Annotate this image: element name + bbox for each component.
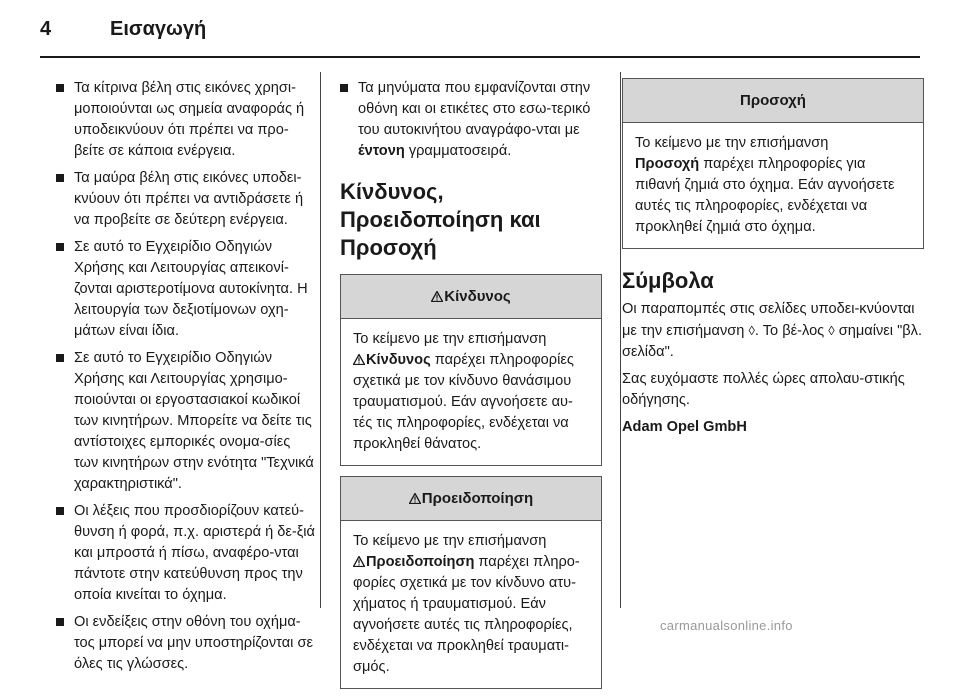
bullet-item: Σε αυτό το Εγχειρίδιο Οδηγιών Χρήσης και Λειτουργίας χρησιμο-ποιούνται οι εργοστασιακοί κωδικοί των κινητήρων. Μπορείτε να δείτε τις αντίστοιχες εμπορικές ονομα-σίες των κινητήρων στην ενότητα "Τεχνικά χαρακτηριστικά". — [56, 348, 318, 495]
page-reference-icon: ◊ — [828, 323, 835, 338]
middle-column — [340, 78, 602, 699]
warning-box-title: Προειδοποίηση — [421, 490, 534, 507]
danger-box-title: Κίνδυνος — [444, 288, 511, 305]
bullet-item: Τα κίτρινα βέλη στις εικόνες χρησι-μοποιούνται ως σημεία αναφοράς ή υποδεικνύουν ότι πρέπει να προ-βείτε σε κάποια ενέργεια. — [56, 78, 318, 162]
bullet-item: Οι ενδείξεις στην οθόνη του οχήμα-τος μπορεί να μην υποστηρίζονται σε όλες τις γλώσσες. — [56, 612, 318, 675]
caution-box-header — [623, 79, 923, 123]
warning-box-intro: Το κείμενο με την επισήμανση — [353, 533, 547, 549]
bullet-item: Σε αυτό το Εγχειρίδιο Οδηγιών Χρήσης και Λειτουργίας απεικονί-ζονται αριστεροτίμονα αυτοκίνητα. Η λειτουργία των δεξιοτίμονων οχη-μάτων είναι ίδια. — [56, 237, 318, 342]
warning-triangle-icon — [409, 493, 421, 504]
header-rule — [40, 56, 920, 58]
bullet-item — [340, 78, 602, 162]
bullet-item: Τα μαύρα βέλη στις εικόνες υποδει-κνύουν ότι πρέπει να αντιδράσετε ή να προβείτε σε δεύτερη ενέργεια. — [56, 168, 318, 231]
symbols-text: Οι παραπομπές στις σελίδες υποδει-κνύονται με την επισήμανση — [622, 301, 915, 339]
warning-box-body — [341, 521, 601, 688]
page-number: 4 — [40, 18, 52, 40]
caution-box-body — [623, 123, 923, 248]
closing-paragraph: Σας ευχόμαστε πολλές ώρες απολαυ-στικής οδήγησης. — [622, 371, 905, 408]
danger-box-header — [341, 275, 601, 319]
warning-description: παρέχει πληρο-φορίες σχετικά με τον κίνδυνο ατυ-χήματος ή τραυματισμού. Εάν αγνοήσετε αυτές τις πληροφορίες, ενδέχεται να προκληθεί τραυματι-σμός. — [353, 554, 580, 675]
caution-box-intro: Το κείμενο με την επισήμανση — [635, 135, 829, 151]
bullet-text: γραμματοσειρά. — [404, 143, 512, 159]
warning-box-header — [341, 477, 601, 521]
danger-box-text — [353, 350, 591, 455]
danger-box-body — [341, 319, 601, 465]
warning-triangle-icon — [353, 556, 365, 567]
bullet-text: Τα μηνύματα που εμφανίζονται στην οθόνη και οι ετικέτες στο εσω-τερικό του αυτοκινήτου αναγράφο-νται με — [358, 80, 591, 138]
symbols-text: σημαίνει "βλ. σελίδα". — [622, 323, 923, 360]
warning-box — [340, 476, 602, 689]
bold-term: έντονη — [358, 143, 405, 159]
column-divider-left — [320, 72, 321, 608]
bullet-item: Οι λέξεις που προσδιορίζουν κατεύ-θυνση ή φορά, π.χ. αριστερά ή δε-ξιά και μπροστά ή πίσω, αναφέρο-νται πάντοτε στην κατεύθυνση προς την οποία κινείται το όχημα. — [56, 501, 318, 606]
symbols-text: . Το βέ-λος — [754, 323, 829, 339]
warning-triangle-icon — [431, 291, 443, 302]
signature: Adam Opel GmbH — [622, 419, 747, 435]
caution-box-text — [635, 154, 913, 238]
symbols-title: Σύμβολα — [622, 268, 714, 293]
caution-box-title: Προσοχή — [740, 92, 806, 109]
watermark: carmanualsonline.info — [660, 618, 793, 633]
caution-label: Προσοχή — [635, 156, 700, 172]
right-column — [622, 78, 924, 444]
caution-box — [622, 78, 924, 249]
danger-label: Κίνδυνος — [366, 352, 431, 368]
chapter-title: Εισαγωγή — [110, 18, 207, 40]
danger-box — [340, 274, 602, 466]
caution-description: παρέχει πληροφορίες για πιθανή ζημιά στο όχημα. Εάν αγνοήσετε αυτές τις πληροφορίες, ενδέχεται να προκληθεί ζημιά στο όχημα. — [635, 156, 895, 235]
symbols-paragraph — [622, 299, 924, 363]
column-divider-right — [620, 72, 621, 608]
warning-box-text — [353, 552, 591, 678]
left-column — [56, 78, 318, 681]
danger-description: παρέχει πληροφορίες σχετικά με τον κίνδυνο θανάσιμου τραυματισμού. Εάν αγνοήσετε αυ-τές τις πληροφορίες, ενδέχεται να προκληθεί θάνατος. — [353, 352, 574, 452]
warning-triangle-icon — [353, 354, 365, 365]
warning-label: Προειδοποίηση — [366, 554, 475, 570]
danger-box-intro: Το κείμενο με την επισήμανση — [353, 331, 547, 347]
page-reference-icon: ◊ — [748, 323, 755, 338]
section-title: Κίνδυνος, Προειδοποίηση και Προσοχή — [340, 179, 541, 260]
